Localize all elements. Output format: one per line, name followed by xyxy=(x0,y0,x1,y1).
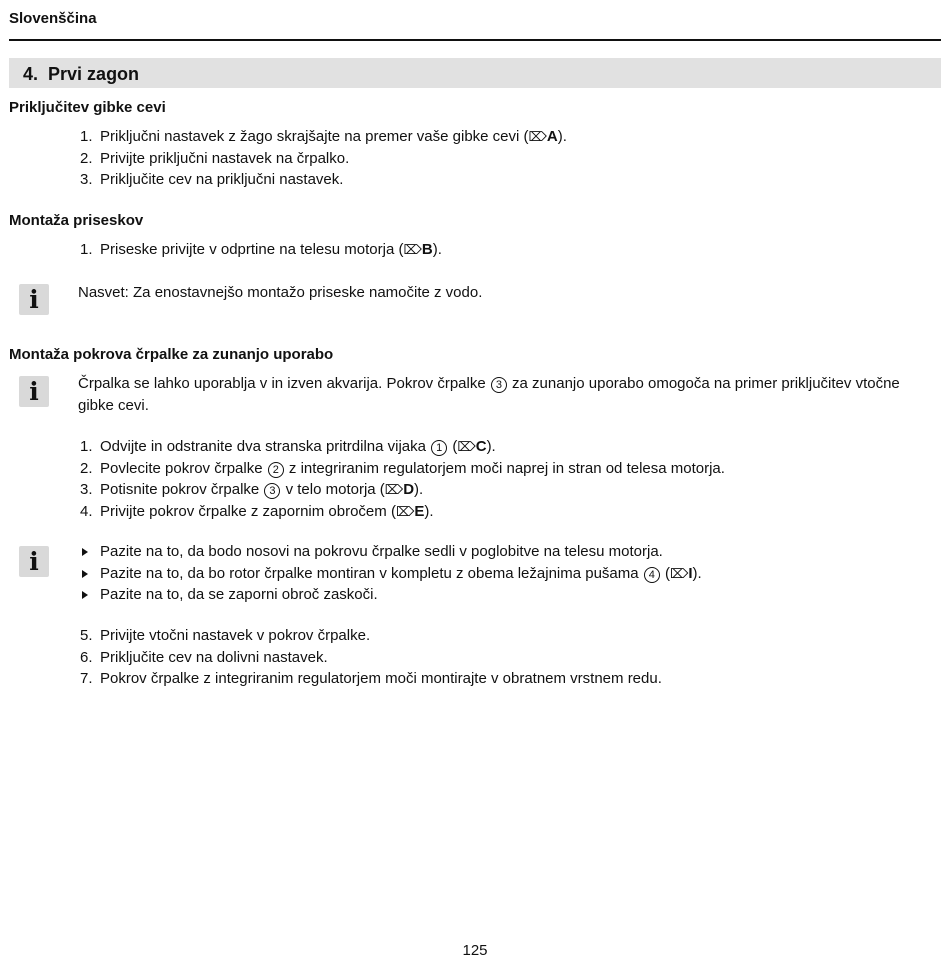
page-language: Slovenščina xyxy=(9,10,97,27)
chapter-bar xyxy=(9,58,941,88)
cover-steps-b xyxy=(80,625,662,690)
list-item: Pazite na to, da se zaporni obroč zaskoči. xyxy=(80,584,702,606)
chapter-title-text: Prvi zagon xyxy=(48,64,140,84)
section-title-hose: Priključitev gibke cevi xyxy=(9,99,166,116)
list-item: 3. Priključite cev na priključni nastavek. xyxy=(80,171,344,188)
section-title-suction: Montaža priseskov xyxy=(9,212,144,229)
circled-number: 3 xyxy=(264,483,280,499)
cover-bullets xyxy=(80,541,702,606)
suction-steps xyxy=(80,239,442,261)
figure-ref-icon: ⌦ xyxy=(528,129,547,144)
page-number: 125 xyxy=(462,942,488,959)
info-icon: i xyxy=(19,546,49,577)
list-item: 1. Priseske privijte v odprtine na telesu motorja (⌦B). xyxy=(80,241,442,258)
circled-number: 2 xyxy=(268,462,284,478)
circled-number: 1 xyxy=(431,440,447,456)
figure-ref-icon: ⌦ xyxy=(457,439,476,454)
info-icon: i xyxy=(19,376,49,407)
list-item: 3. Potisnite pokrov črpalke 3 v telo motorja (⌦D). xyxy=(80,481,424,498)
figure-ref-icon: ⌦ xyxy=(395,503,415,519)
list-item: 5. Privijte vtočni nastavek v pokrov črpalke. xyxy=(80,627,371,644)
figure-ref-icon: ⌦ xyxy=(403,242,422,257)
list-item: 2. Privijte priključni nastavek na črpalko. xyxy=(80,149,350,167)
circled-number: 3 xyxy=(491,377,507,393)
list-item: 2. Povlecite pokrov črpalke 2 z integriranim regulatorjem moči naprej in stran od telesa motorja. xyxy=(80,459,725,477)
circled-number: 4 xyxy=(644,567,660,583)
chapter-title xyxy=(23,64,139,85)
list-item: Pazite na to, da bo rotor črpalke montiran v kompletu z obema ležajnima pušama 4 (⌦I). xyxy=(80,563,702,585)
suction-note: Nasvet: Za enostavnejšo montažo priseske namočite z vodo. xyxy=(78,284,483,301)
bullet-arrow-icon xyxy=(82,591,88,599)
section-title-cover: Montaža pokrova črpalke za zunanjo uporabo xyxy=(9,346,334,363)
info-icon: i xyxy=(19,284,49,315)
header-rule xyxy=(9,39,941,41)
list-item: 4. Privijte pokrov črpalke z zapornim obročem (⌦E). xyxy=(80,502,434,520)
hose-steps xyxy=(80,126,567,191)
list-item: 6. Priključite cev na dolivni nastavek. xyxy=(80,648,328,666)
figure-ref-icon: ⌦ xyxy=(384,482,404,497)
list-item: 1. Priključni nastavek z žago skrajšajte na premer vaše gibke cevi (⌦A). xyxy=(80,128,567,145)
bullet-arrow-icon xyxy=(82,570,88,578)
list-item: 1. Odvijte in odstranite dva stranska pritrdilna vijaka 1 (⌦C). xyxy=(80,438,496,455)
list-item: 7. Pokrov črpalke z integriranim regulatorjem moči montirajte v obratnem vrstnem redu. xyxy=(80,670,662,687)
list-item: Pazite na to, da bodo nosovi na pokrovu črpalke sedli v poglobitve na telesu motorja. xyxy=(80,541,702,563)
bullet-arrow-icon xyxy=(82,548,88,556)
figure-ref-icon: ⌦ xyxy=(669,565,689,581)
chapter-number: 4. xyxy=(23,64,39,84)
cover-note: Črpalka se lahko uporablja v in izven akvarija. Pokrov črpalke 3 za zunanjo uporabo omogoča na primer priključitev vtočne gibke cevi. xyxy=(78,375,900,414)
cover-steps-a xyxy=(80,436,725,522)
